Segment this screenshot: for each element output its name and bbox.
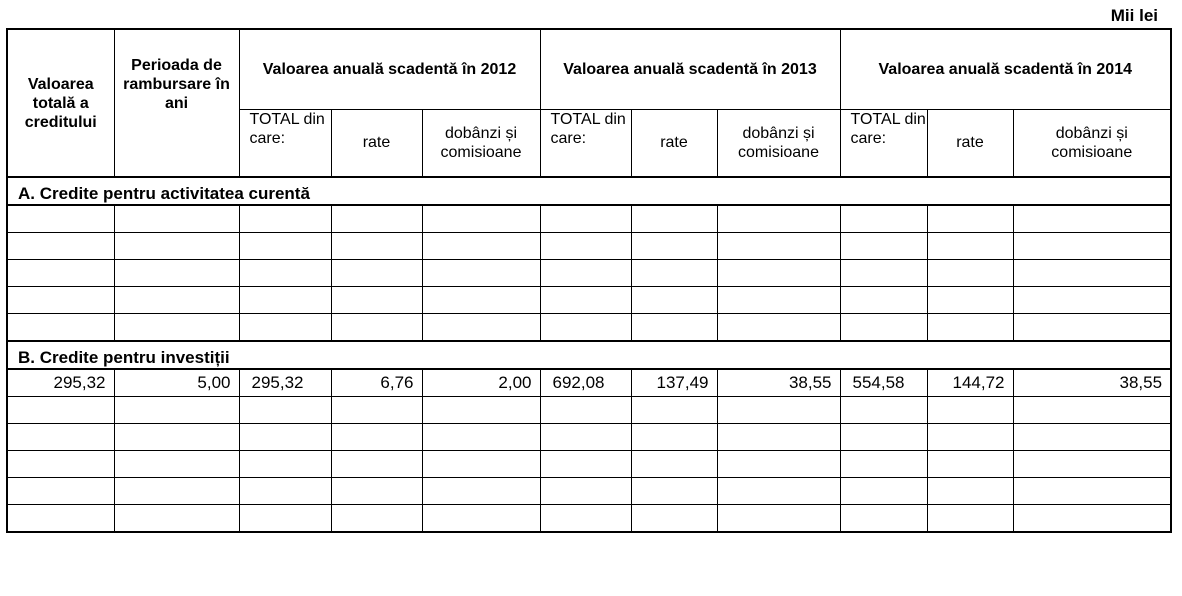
header-year-2014: Valoarea anuală scadentă în 2014 — [840, 29, 1171, 109]
table-cell — [540, 424, 631, 451]
table-cell — [540, 478, 631, 505]
table-cell: 2,00 — [422, 369, 540, 397]
table-cell — [840, 205, 927, 233]
table-cell — [422, 397, 540, 424]
table-cell — [717, 424, 840, 451]
table-cell — [114, 505, 239, 533]
subheader-interest: dobânzi și comisioane — [1013, 109, 1171, 177]
table-cell — [717, 314, 840, 342]
table-cell — [114, 314, 239, 342]
subheader-total: TOTAL din care: — [540, 109, 631, 177]
table-cell: 137,49 — [631, 369, 717, 397]
table-cell — [331, 287, 422, 314]
header-total-credit: Valoarea totală a creditului — [7, 29, 114, 177]
table-cell — [114, 233, 239, 260]
table-cell — [927, 478, 1013, 505]
table-cell — [7, 505, 114, 533]
table-cell — [1013, 314, 1171, 342]
table-cell: 6,76 — [331, 369, 422, 397]
table-cell — [717, 205, 840, 233]
table-cell — [1013, 205, 1171, 233]
table-cell — [631, 260, 717, 287]
table-cell — [1013, 505, 1171, 533]
table-cell — [631, 478, 717, 505]
table-cell — [717, 397, 840, 424]
table-cell — [1013, 260, 1171, 287]
table-cell — [114, 451, 239, 478]
table-cell — [927, 260, 1013, 287]
table-row — [7, 260, 1171, 287]
table-cell: 295,32 — [239, 369, 331, 397]
table-row — [7, 424, 1171, 451]
table-cell — [239, 233, 331, 260]
table-cell — [927, 205, 1013, 233]
table-cell: 5,00 — [114, 369, 239, 397]
table-row — [7, 233, 1171, 260]
table-cell — [422, 451, 540, 478]
table-row — [7, 205, 1171, 233]
table-cell — [840, 424, 927, 451]
table-row — [7, 314, 1171, 342]
table-cell — [114, 287, 239, 314]
table-cell — [1013, 451, 1171, 478]
table-cell — [840, 451, 927, 478]
table-cell — [239, 314, 331, 342]
table-cell — [7, 260, 114, 287]
section-title: B. Credite pentru investiții — [7, 341, 1171, 369]
table-cell — [1013, 397, 1171, 424]
table-cell — [927, 233, 1013, 260]
table-cell — [717, 505, 840, 533]
table-cell — [114, 397, 239, 424]
table-cell — [540, 451, 631, 478]
table-cell — [927, 287, 1013, 314]
table-cell — [840, 233, 927, 260]
table-cell — [114, 260, 239, 287]
table-cell — [331, 233, 422, 260]
table-cell — [239, 505, 331, 533]
table-cell — [540, 233, 631, 260]
table-cell — [331, 478, 422, 505]
table-cell — [1013, 478, 1171, 505]
table-cell — [422, 287, 540, 314]
table-cell — [331, 260, 422, 287]
table-cell — [331, 505, 422, 533]
table-cell — [631, 397, 717, 424]
table-cell — [239, 397, 331, 424]
table-cell — [331, 451, 422, 478]
table-cell — [114, 205, 239, 233]
table-cell — [1013, 424, 1171, 451]
table-row — [7, 505, 1171, 533]
table-cell: 38,55 — [1013, 369, 1171, 397]
subheader-interest: dobânzi și comisioane — [422, 109, 540, 177]
table-cell — [422, 205, 540, 233]
table-cell — [422, 424, 540, 451]
table-cell — [239, 260, 331, 287]
table-cell: 144,72 — [927, 369, 1013, 397]
section-header — [7, 177, 1171, 205]
table-cell — [7, 314, 114, 342]
table-row — [7, 451, 1171, 478]
table-cell — [631, 424, 717, 451]
table-cell — [540, 505, 631, 533]
credit-schedule-table — [6, 28, 1172, 533]
table-cell — [239, 287, 331, 314]
table-cell — [540, 205, 631, 233]
table-cell — [239, 451, 331, 478]
table-cell — [631, 287, 717, 314]
table-cell — [422, 233, 540, 260]
table-cell — [840, 287, 927, 314]
section-title: A. Credite pentru activitatea curentă — [7, 177, 1171, 205]
table-cell — [7, 451, 114, 478]
table-cell — [422, 478, 540, 505]
table-cell — [631, 451, 717, 478]
table-cell — [7, 233, 114, 260]
table-row — [7, 287, 1171, 314]
table-cell — [717, 287, 840, 314]
table-cell — [631, 505, 717, 533]
table-cell — [540, 314, 631, 342]
table-cell — [7, 424, 114, 451]
subheader-rate: rate — [331, 109, 422, 177]
table-cell — [239, 424, 331, 451]
header-period: Perioada de rambursare în ani — [114, 29, 239, 177]
table-cell — [927, 451, 1013, 478]
table-cell: 692,08 — [540, 369, 631, 397]
table-cell — [422, 505, 540, 533]
header-year-2013: Valoarea anuală scadentă în 2013 — [540, 29, 840, 109]
table-cell — [927, 424, 1013, 451]
table-cell — [840, 397, 927, 424]
table-row — [7, 369, 1171, 397]
table-cell — [717, 478, 840, 505]
table-cell — [114, 424, 239, 451]
header-year-2012: Valoarea anuală scadentă în 2012 — [239, 29, 540, 109]
subheader-total: TOTAL din care: — [840, 109, 927, 177]
table-cell — [540, 260, 631, 287]
section-header — [7, 341, 1171, 369]
subheader-rate: rate — [927, 109, 1013, 177]
table-cell — [7, 478, 114, 505]
table-row — [7, 397, 1171, 424]
table-cell — [114, 478, 239, 505]
table-cell — [631, 205, 717, 233]
table-cell — [1013, 287, 1171, 314]
table-cell — [717, 451, 840, 478]
subheader-interest: dobânzi și comisioane — [717, 109, 840, 177]
table-cell — [331, 397, 422, 424]
table-cell — [239, 478, 331, 505]
table-cell — [422, 260, 540, 287]
table-cell — [422, 314, 540, 342]
table-row — [7, 478, 1171, 505]
table-cell — [7, 205, 114, 233]
table-cell: 554,58 — [840, 369, 927, 397]
table-cell: 295,32 — [7, 369, 114, 397]
table-cell — [631, 233, 717, 260]
table-cell — [840, 260, 927, 287]
table-cell — [927, 314, 1013, 342]
table-cell — [331, 314, 422, 342]
unit-label: Mii lei — [1110, 6, 1158, 25]
table-cell — [239, 205, 331, 233]
table-cell — [540, 397, 631, 424]
table-cell — [840, 505, 927, 533]
table-cell — [1013, 233, 1171, 260]
table-cell — [331, 424, 422, 451]
table-cell — [840, 478, 927, 505]
subheader-rate: rate — [631, 109, 717, 177]
table-cell — [927, 397, 1013, 424]
table-cell — [717, 233, 840, 260]
subheader-total: TOTAL din care: — [239, 109, 331, 177]
table-cell — [331, 205, 422, 233]
table-cell — [717, 260, 840, 287]
table-cell — [7, 397, 114, 424]
table-cell — [840, 314, 927, 342]
table-cell: 38,55 — [717, 369, 840, 397]
table-cell — [631, 314, 717, 342]
table-cell — [927, 505, 1013, 533]
table-cell — [540, 287, 631, 314]
table-cell — [7, 287, 114, 314]
